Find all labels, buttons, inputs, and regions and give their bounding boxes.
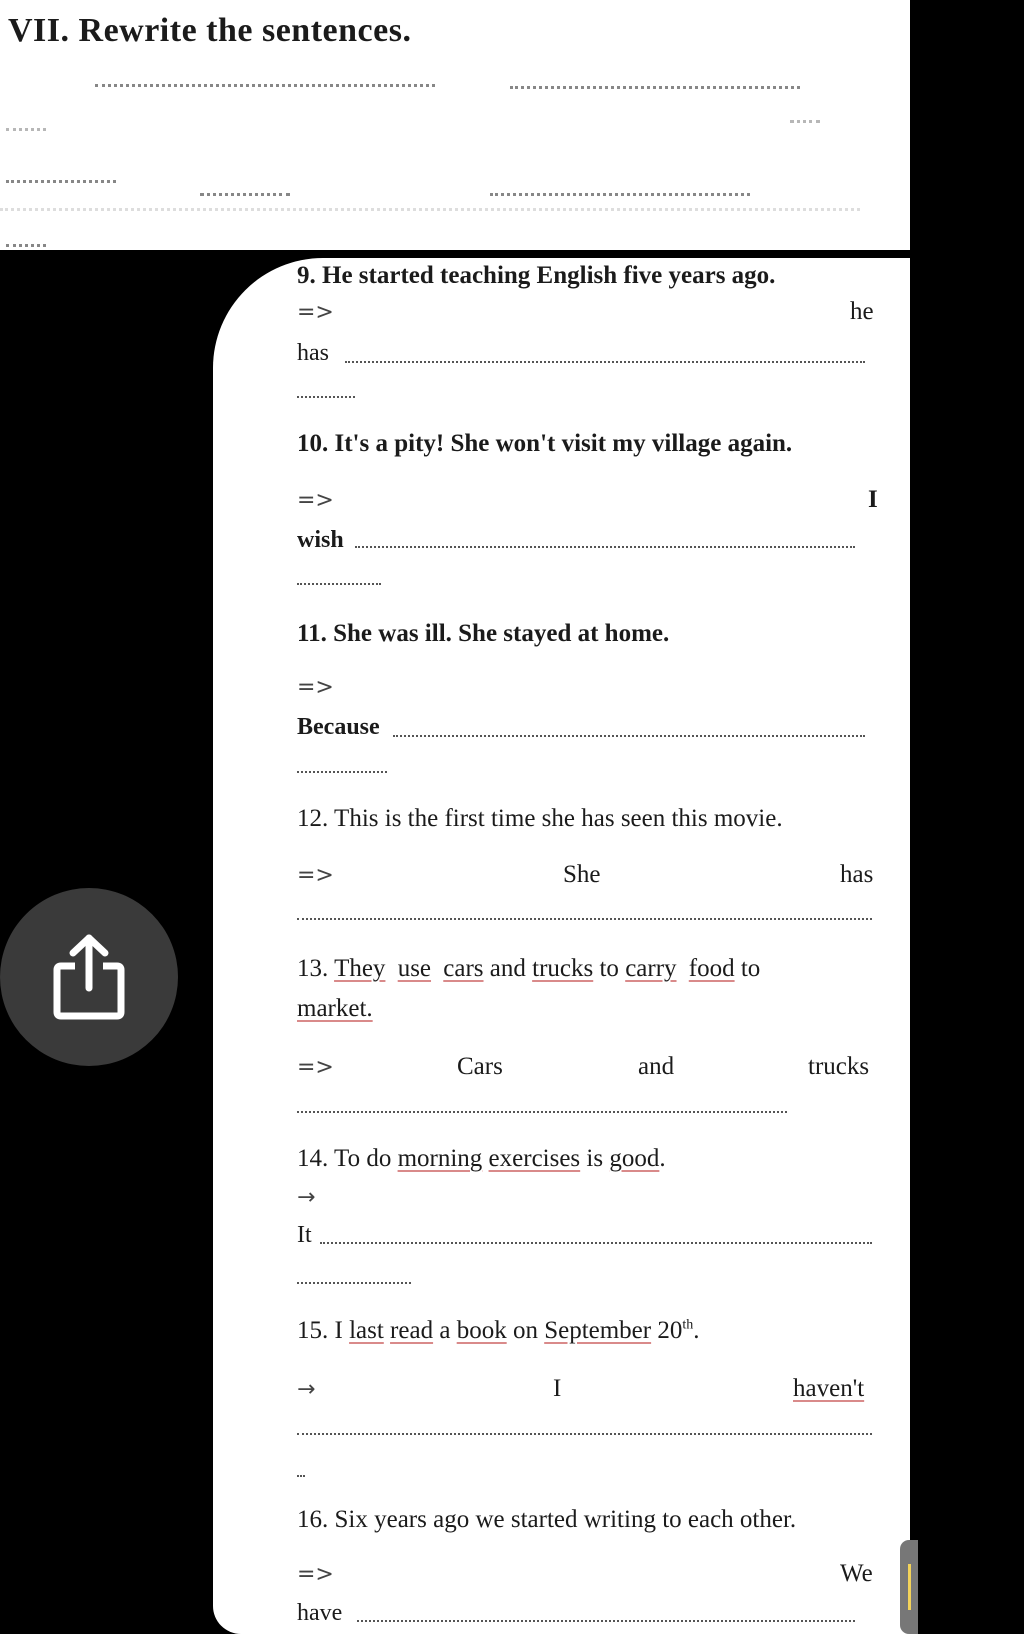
answer-lead: Because	[297, 714, 380, 740]
worksheet-header-strip	[0, 0, 910, 250]
faded-line	[790, 120, 820, 123]
faded-line	[95, 84, 435, 87]
faded-line	[6, 244, 46, 247]
arrow-icon: =>	[297, 675, 334, 700]
faded-line	[6, 128, 46, 131]
answer-line[interactable]	[297, 1433, 872, 1435]
faded-line	[490, 193, 750, 196]
arrow-icon: =>	[297, 863, 334, 888]
answer-line-continuation	[297, 583, 381, 585]
faded-line	[510, 86, 800, 89]
answer-lead: have	[297, 1600, 343, 1626]
answer-lead: It	[297, 1222, 312, 1248]
answer-line[interactable]	[297, 1111, 787, 1113]
question-13-prompt-line2: market.	[297, 995, 373, 1022]
side-scroll-handle[interactable]	[900, 1540, 918, 1634]
question-9-prompt: 9. He started teaching English five years ago.	[297, 262, 776, 289]
worksheet-card	[213, 258, 910, 1634]
question-12-prompt: 12. This is the first time she has seen this movie.	[297, 805, 783, 832]
question-10-prompt: 10. It's a pity! She won't visit my village again.	[297, 430, 793, 457]
question-15-prompt: 15. I last read a book on September 20th.	[297, 1317, 700, 1344]
answer-word: I	[553, 1375, 562, 1402]
faded-line	[200, 193, 290, 196]
answer-word: She	[563, 861, 601, 888]
faded-line	[0, 208, 860, 211]
answer-line[interactable]	[357, 1620, 855, 1622]
arrow-icon: =>	[297, 488, 334, 513]
question-13-prompt: 13. They use cars and trucks to carry food to	[297, 955, 761, 982]
arrow-icon: =>	[297, 1562, 334, 1587]
answer-word: haven't	[793, 1375, 865, 1402]
answer-line[interactable]	[355, 546, 855, 548]
faded-line	[6, 180, 116, 183]
answer-line-continuation	[297, 771, 387, 773]
answer-line-continuation	[297, 1282, 411, 1284]
answer-line[interactable]	[320, 1242, 872, 1244]
answer-word: and	[638, 1053, 675, 1080]
answer-lead: has	[297, 340, 329, 366]
question-11-prompt: 11. She was ill. She stayed at home.	[297, 620, 670, 647]
answer-line[interactable]	[297, 918, 872, 920]
arrow-icon: →	[297, 1185, 316, 1210]
section-title: VII. Rewrite the sentences.	[8, 12, 412, 49]
answer-word: Cars	[457, 1053, 503, 1080]
answer-start-word: I	[868, 486, 878, 513]
arrow-icon: →	[297, 1377, 316, 1402]
share-icon	[51, 932, 127, 1022]
answer-start-word: he	[850, 298, 874, 325]
answer-lead: wish	[297, 527, 344, 553]
answer-word: has	[840, 861, 874, 888]
answer-line-continuation	[297, 396, 355, 398]
question-16-prompt: 16. Six years ago we started writing to each other.	[297, 1506, 797, 1533]
question-14-prompt: 14. To do morning exercises is good.	[297, 1145, 666, 1172]
answer-line[interactable]	[345, 361, 865, 363]
answer-line-continuation	[297, 1475, 305, 1477]
arrow-icon: =>	[297, 300, 334, 325]
arrow-icon: =>	[297, 1055, 334, 1080]
answer-word: trucks	[808, 1053, 870, 1080]
answer-line[interactable]	[393, 735, 865, 737]
answer-start-word: We	[840, 1560, 873, 1587]
share-button[interactable]	[0, 888, 178, 1066]
